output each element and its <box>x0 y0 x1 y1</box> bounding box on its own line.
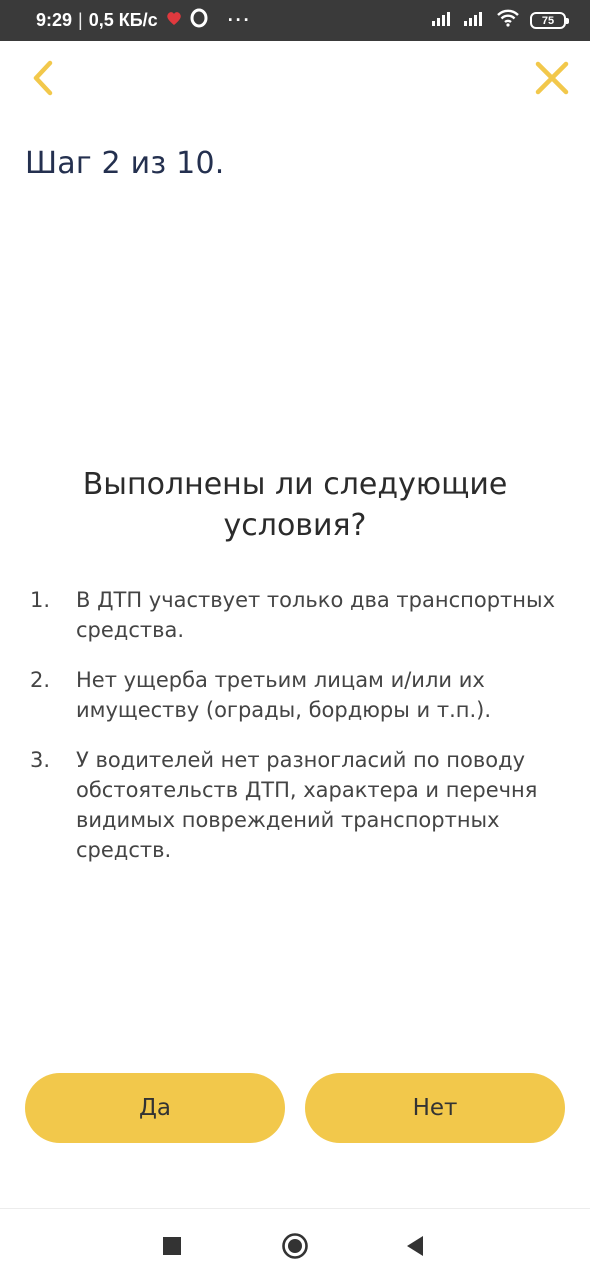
yes-button[interactable]: Да <box>25 1073 285 1143</box>
back-button[interactable] <box>22 58 62 98</box>
status-separator: | <box>78 10 83 30</box>
close-icon <box>534 60 570 96</box>
list-item-number: 2. <box>30 668 51 692</box>
battery-icon <box>530 12 566 29</box>
step-title: Шаг 2 из 10. <box>25 146 225 181</box>
recent-apps-button[interactable] <box>157 1231 187 1261</box>
signal-icon <box>432 10 454 31</box>
status-left <box>36 8 252 33</box>
home-button[interactable] <box>280 1231 310 1261</box>
list-item-number: 1. <box>30 588 51 612</box>
chevron-left-icon <box>30 60 54 96</box>
opera-icon <box>190 8 208 33</box>
no-button[interactable]: Нет <box>305 1073 565 1143</box>
list-item <box>30 665 560 725</box>
status-right <box>432 9 566 32</box>
list-item-number: 3. <box>30 748 51 772</box>
recent-apps-icon <box>163 1237 181 1255</box>
signal-icon <box>464 10 486 31</box>
system-nav-bar <box>0 1208 590 1280</box>
back-icon <box>405 1235 425 1257</box>
list-item <box>30 745 560 865</box>
wifi-icon <box>496 9 520 32</box>
battery-level: 75 <box>541 14 555 27</box>
status-time: 9:29 <box>36 10 73 30</box>
network-speed: 0,5 КБ/с <box>88 10 158 30</box>
more-dots-icon: ··· <box>227 10 252 30</box>
list-item-text: В ДТП участвует только два транспортных средства. <box>76 588 556 642</box>
list-item-text: У водителей нет разногласий по поводу обстоятельств ДТП, характера и перечня видимых повреждений транспортных средств. <box>76 748 538 862</box>
home-icon <box>281 1232 309 1260</box>
status-bar <box>0 0 590 41</box>
question-heading: Выполнены ли следующие условия? <box>82 467 508 543</box>
list-item <box>30 585 560 645</box>
system-back-button[interactable] <box>400 1231 430 1261</box>
close-button[interactable] <box>530 56 574 100</box>
list-item-text: Нет ущерба третьим лицам и/или их имуществу (ограды, бордюры и т.п.). <box>76 668 492 722</box>
conditions-list <box>30 585 560 885</box>
app-notification-icon <box>164 8 184 33</box>
